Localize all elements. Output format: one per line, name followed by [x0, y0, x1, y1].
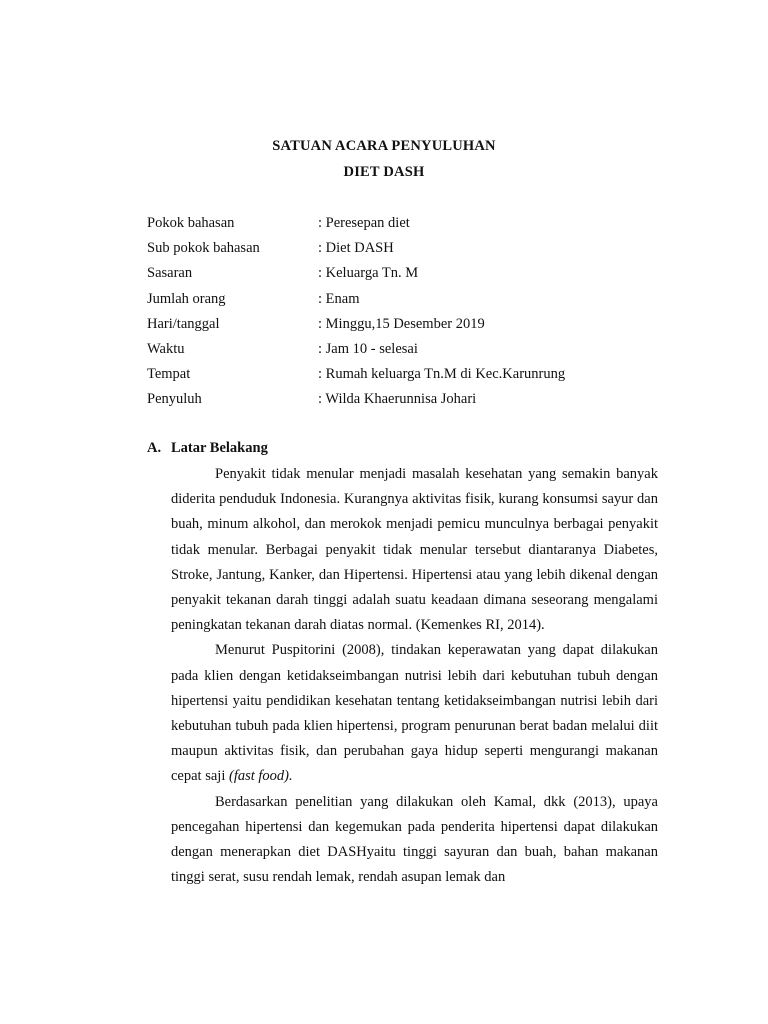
info-row-sub-pokok-bahasan: [147, 238, 667, 263]
paragraph-3: Berdasarkan penelitian yang dilakukan oleh Kamal, dkk (2013), upaya pencegahan hipertensi dan kegemukan pada penderita hipertensi dapat dilakukan dengan menerapkan diet DASHyaitu tinggi sayuran dan buah, bahan makanan tinggi serat, susu rendah lemak, rendah asupan lemak dan: [171, 793, 658, 886]
info-value: : Minggu,15 Desember 2019: [318, 315, 485, 332]
info-table: [147, 213, 667, 415]
paragraph-2: [171, 638, 658, 789]
paragraph-1: Penyakit tidak menular menjadi masalah kesehatan yang semakin banyak diderita penduduk Indonesia. Kurangnya aktivitas fisik, kurang konsumsi sayur dan buah, minum alkohol, dan merokok menjadi pemicu munculnya berbagai penyakit tidak menular. Berbagai penyakit tidak menular tersebut diantaranya Diabetes, Stroke, Jantung, Kanker, dan Hipertensi. Hipertensi atau yang lebih dikenal dengan penyakit tekanan darah tinggi adalah suatu keadaan dimana seseorang mengalami peningkatan tekanan darah diatas normal. (Kemenkes RI, 2014).: [171, 466, 658, 634]
section-heading-text: Latar Belakang: [171, 440, 268, 456]
info-label: Sub pokok bahasan: [147, 240, 260, 257]
info-value: : Keluarga Tn. M: [318, 265, 419, 282]
section-heading-latar-belakang: [147, 440, 268, 457]
paragraph-2-text: Menurut Puspitorini (2008), tindakan keperawatan yang dapat dilakukan pada klien dengan ketidakseimbangan nutrisi lebih dari kebutuhan tubuh dengan hipertensi yaitu pendidikan kesehatan tentang ketidakseimbangan nutrisi lebih dari kebutuhan tubuh pada klien hipertensi, program penurunan berat badan melalui diit maupun aktivitas fisik, dan perubahan gaya hidup seperti mengurangi makanan cepat saji: [171, 642, 658, 785]
info-row-waktu: [147, 339, 667, 364]
info-label: Waktu: [147, 340, 185, 357]
info-row-jumlah-orang: [147, 289, 667, 314]
info-label: Jumlah orang: [147, 290, 226, 307]
info-value: : Jam 10 - selesai: [318, 340, 418, 357]
info-row-sasaran: [147, 263, 667, 288]
info-value: : Diet DASH: [318, 240, 394, 257]
info-label: Tempat: [147, 366, 191, 383]
info-label: Penyuluh: [147, 391, 202, 408]
info-value: : Rumah keluarga Tn.M di Kec.Karunrung: [318, 366, 566, 383]
info-label: Sasaran: [147, 265, 193, 282]
document-title: SATUAN ACARA PENYULUHAN: [272, 138, 496, 154]
paragraph-2-italic: (fast food).: [228, 768, 293, 785]
info-value: : Wilda Khaerunnisa Johari: [318, 391, 477, 408]
section-marker: A.: [147, 440, 162, 456]
info-row-pokok-bahasan: [147, 213, 667, 238]
info-row-tempat: [147, 364, 667, 389]
info-value: : Enam: [318, 290, 360, 307]
info-row-penyuluh: [147, 389, 667, 414]
info-value: : Peresepan diet: [318, 215, 410, 231]
info-row-hari-tanggal: [147, 314, 667, 339]
body-text: [171, 462, 658, 890]
info-label: Hari/tanggal: [147, 315, 220, 332]
info-label: Pokok bahasan: [147, 215, 235, 231]
document-subtitle: DIET DASH: [343, 164, 425, 180]
